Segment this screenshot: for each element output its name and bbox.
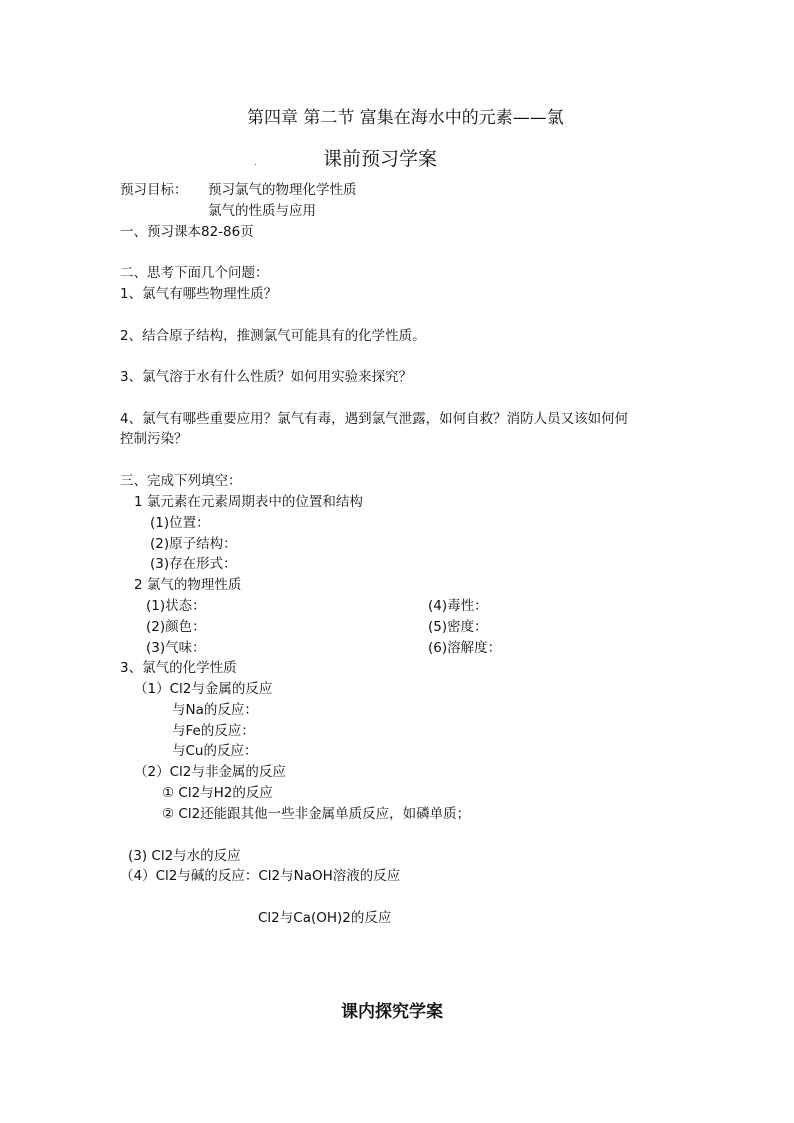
part1-text: 一、预习课本82-86页 <box>120 224 254 240</box>
reaction-other-nonmetals: ② Cl2还能跟其他一些非金属单质反应，如磷单质； <box>162 806 471 822</box>
section-title: 课内探究学案 <box>341 1002 443 1022</box>
sub1-atomic-structure: (2)原子结构： <box>150 536 237 552</box>
part2-heading: 二、思考下面几个问题： <box>120 265 269 281</box>
reaction-caoh2: Cl2与Ca(OH)2的反应 <box>258 910 392 926</box>
question-4-line-2: 控制污染？ <box>120 431 188 447</box>
sub1-heading: 1 氯元素在元素周期表中的位置和结构 <box>134 494 363 510</box>
stray-dot: . <box>254 157 258 168</box>
question-4-line-1: 4、氯气有哪些重要应用？氯气有毒，遇到氯气泄露，如何自救？消防人员又该如何何 <box>120 411 629 427</box>
sub3-heading: 3、氯气的化学性质 <box>120 660 237 676</box>
reaction-h2: ① Cl2与H2的反应 <box>162 785 273 801</box>
reaction-metals: （1）Cl2与金属的反应 <box>134 681 273 697</box>
page-title: 第四章 第二节 富集在海水中的元素——氯 <box>247 108 564 128</box>
page-subtitle: 课前预习学案 <box>323 148 438 170</box>
prop-odor: (3)气味： <box>146 640 206 656</box>
prop-toxicity: (4)毒性： <box>428 598 488 614</box>
sub1-position: (1)位置： <box>150 515 210 531</box>
part3-heading: 三、完成下列填空： <box>120 473 242 489</box>
prop-density: (5)密度： <box>428 619 488 635</box>
reaction-na: 与Na的反应： <box>172 702 258 718</box>
prop-color: (2)颜色： <box>146 619 206 635</box>
sub2-heading: 2 氯气的物理性质 <box>134 577 242 593</box>
reaction-cu: 与Cu的反应： <box>172 743 258 759</box>
reaction-water: (3) Cl2与水的反应 <box>128 848 241 864</box>
prop-solubility: (6)溶解度： <box>428 640 502 656</box>
question-3: 3、氯气溶于水有什么性质？如何用实验来探究？ <box>120 369 413 385</box>
goal-item-2: 氯气的性质与应用 <box>208 203 316 219</box>
reaction-fe: 与Fe的反应： <box>172 723 255 739</box>
goal-item-1: 预习氯气的物理化学性质 <box>208 182 357 198</box>
question-2: 2、结合原子结构，推测氯气可能具有的化学性质。 <box>120 328 426 344</box>
reaction-base: （4）Cl2与碱的反应：Cl2与NaOH溶液的反应 <box>120 868 401 884</box>
sub1-existence-form: (3)存在形式： <box>150 556 237 572</box>
goals-label: 预习目标： <box>120 182 188 198</box>
prop-state: (1)状态： <box>146 598 206 614</box>
reaction-nonmetals: （2）Cl2与非金属的反应 <box>134 764 286 780</box>
question-1: 1、氯气有哪些物理性质？ <box>120 286 278 302</box>
